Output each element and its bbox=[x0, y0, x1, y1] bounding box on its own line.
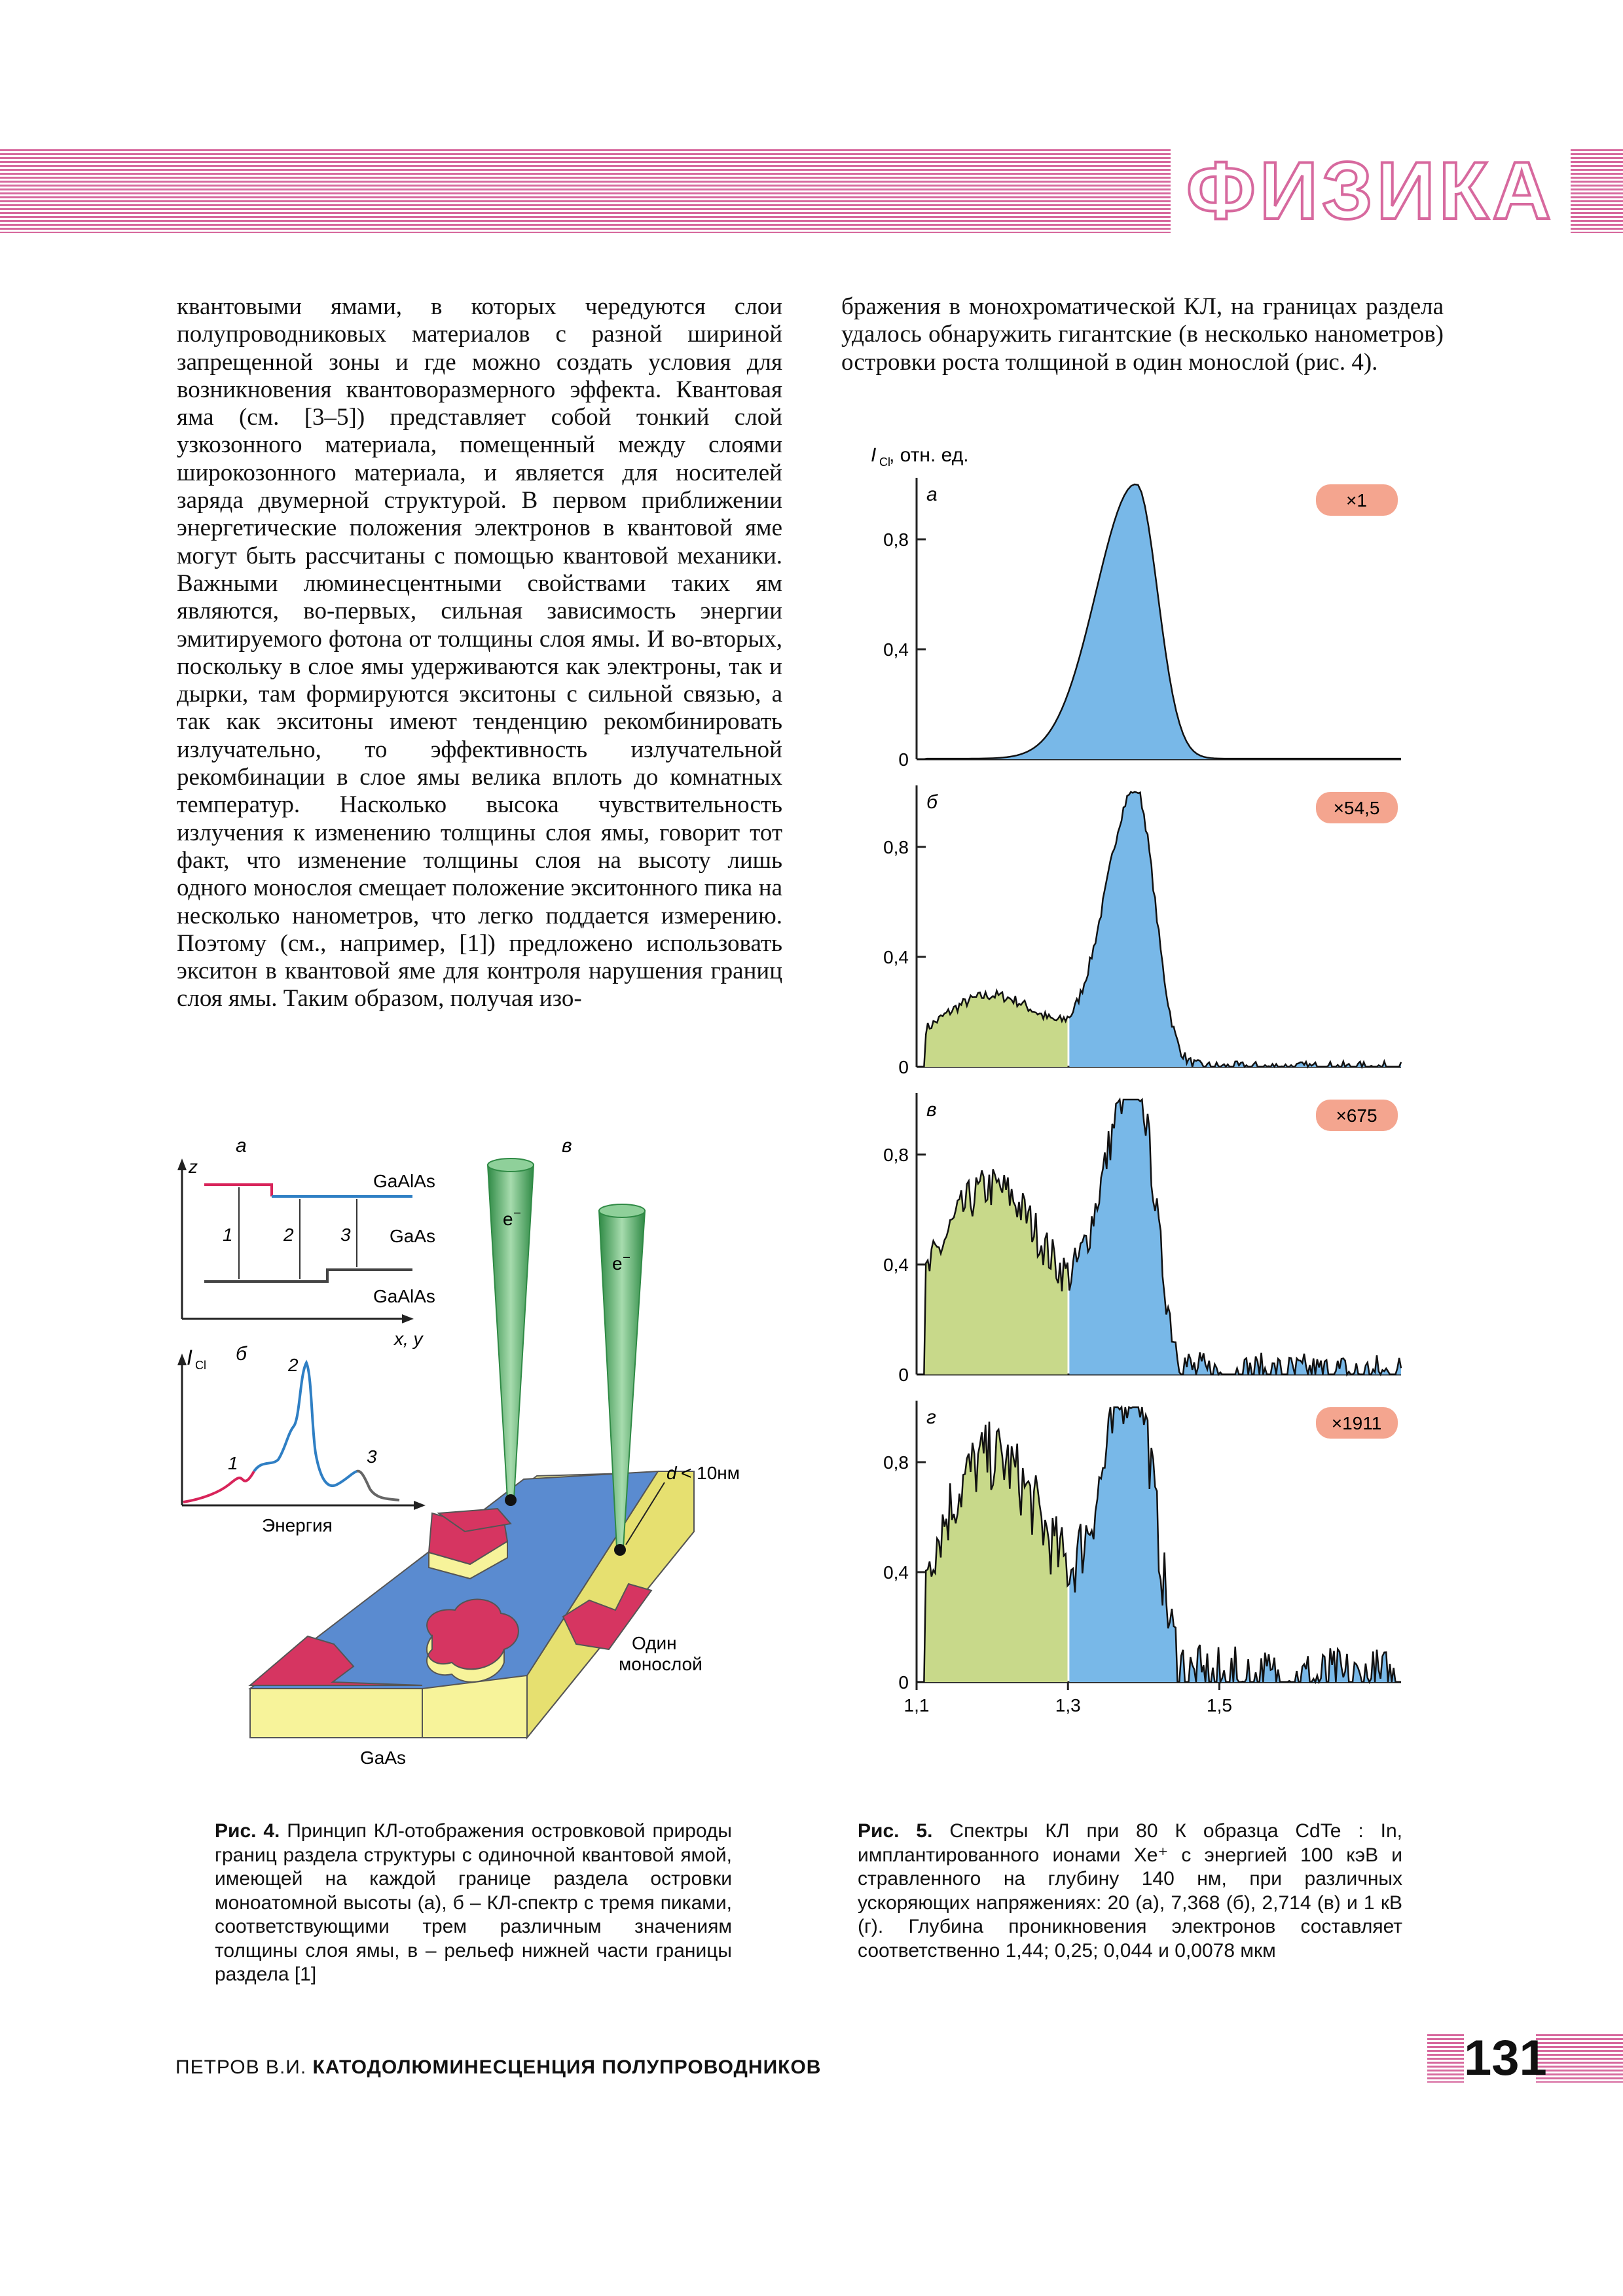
panel-label: г bbox=[926, 1407, 936, 1428]
figure-5-caption bbox=[858, 1820, 1402, 1963]
panel-label: а bbox=[926, 484, 938, 505]
figure-4 bbox=[157, 1113, 786, 1800]
axis-xy-label: x, y bbox=[394, 1329, 423, 1349]
peak-3-label: 3 bbox=[367, 1446, 377, 1467]
beam-1-sup: – bbox=[514, 1206, 521, 1219]
spectrum-red bbox=[183, 1471, 254, 1502]
y-tick-label: 0 bbox=[898, 749, 909, 770]
y-tick-label: 0,4 bbox=[883, 947, 909, 967]
beam-1-top bbox=[488, 1158, 534, 1172]
running-footer bbox=[175, 2056, 821, 2079]
xy-axis-arrow bbox=[402, 1314, 414, 1323]
caption-label: Рис. 5. bbox=[858, 1820, 933, 1842]
chart-ylabel-rest: , отн. ед. bbox=[889, 444, 969, 466]
page-number: 131 bbox=[1464, 2029, 1536, 2088]
well-2-label: 2 bbox=[283, 1225, 294, 1245]
spectrum-grey bbox=[357, 1471, 399, 1500]
d-value: < 10нм bbox=[681, 1463, 740, 1483]
energy-label: Энергия bbox=[262, 1515, 333, 1535]
y-tick-label: 0,4 bbox=[883, 1255, 909, 1275]
chart-ylabel-i: I bbox=[871, 444, 877, 466]
series-blue-area bbox=[1069, 792, 1401, 1067]
beam-2-top bbox=[599, 1204, 645, 1217]
figure-4-caption bbox=[215, 1820, 732, 1987]
well-3-label: 3 bbox=[340, 1225, 351, 1245]
panel-label: в bbox=[926, 1099, 937, 1121]
beam-2-spot bbox=[614, 1544, 626, 1556]
caption-text: Спектры КЛ при 80 К образца CdTe : In, имплантированного ионами Xe⁺ с энергией 100 кэВ и стравленного на глубину 140 нм, при различных ускоряющих напряжениях: 20 (а), 7,368 (б), 2,714 (в) и 1 кВ (г). Глубина проникновения электронов составляет соответственно 1,44; 0,25; 0,044 и 0,0078 мкм bbox=[858, 1820, 1402, 1962]
top-profile-red bbox=[204, 1185, 272, 1196]
right-column bbox=[841, 293, 1444, 376]
y-tick-label: 0 bbox=[898, 1057, 909, 1077]
series-green-area bbox=[917, 991, 1068, 1067]
series-green-area bbox=[917, 1422, 1068, 1682]
figure-5 bbox=[845, 432, 1421, 1780]
layer-top-label: GaAlAs bbox=[373, 1171, 435, 1191]
footer-title: КАТОДОЛЮМИНЕСЦЕНЦИЯ ПОЛУПРОВОДНИКОВ bbox=[312, 2056, 822, 2078]
footer-author: ПЕТРОВ В.И. bbox=[175, 2056, 307, 2078]
beam-2-sup: – bbox=[623, 1250, 630, 1263]
body-paragraph: квантовыми ямами, в которых чередуются слои полупроводниковых материалов с разной шириной запрещенной зоны и где можно создать условия для возникновения квантоворазмерного эффекта. Квантовая яма (см. [3–5]) представляет собой тонкий слой узкозонного материала, помещенный между слоями широкозонного материала, и является для носителей заряда двумерной структурой. В первом приближении энергетические положения электронов в квантовой яме могут быть рассчитаны с помощью квантовой механики. Важными люминесцентными свойствами таких ям являются, во-первых, сильная зависимость энергии эмитируемого фотона от толщины слоя ямы. И во-вторых, поскольку в слое ямы удерживаются как электроны, так и дырки, там формируются экситоны с сильной связью, а так как экситоны имеют тенденцию рекомбинировать излучательно, то эффективность излучательной рекомбинации в слое ямы велика вплоть до комнатных температур. Насколько высока чувствительность излучения к изменению толщины слоя ямы, говорит тот факт, что изменение толщины слоя на высоту лишь одного монослоя смещает положение экситонного пика на несколько нанометров, что легко поддается измерению. Поэтому (см., например, [1]) предложено использовать экситон в квантовой яме для контроля нарушения границ слоя ямы. Таким образом, получая изо- bbox=[177, 293, 782, 1013]
substrate-front bbox=[250, 1689, 422, 1738]
series-blue-area bbox=[917, 484, 1401, 759]
z-axis-arrow bbox=[177, 1158, 187, 1170]
ylabel-sub: Cl bbox=[195, 1359, 206, 1372]
axis-z-label: z bbox=[189, 1157, 198, 1177]
chart-ylabel-sub: Cl bbox=[879, 456, 890, 469]
d-label: d bbox=[666, 1463, 677, 1483]
y-tick-label: 0,4 bbox=[883, 1562, 909, 1583]
x-tick-label: 1,3 bbox=[1055, 1695, 1081, 1715]
monolayer-line-2: монослой bbox=[619, 1654, 702, 1674]
series-blue-area bbox=[1069, 1407, 1401, 1682]
y-tick-label: 0 bbox=[898, 1672, 909, 1693]
peak-1-label: 1 bbox=[228, 1453, 238, 1473]
multiplier-label: ×675 bbox=[1336, 1105, 1377, 1126]
x-tick-label: 1,1 bbox=[903, 1695, 930, 1715]
panel-b-label: б bbox=[236, 1343, 247, 1365]
beam-1-spot bbox=[505, 1494, 517, 1506]
well-1-label: 1 bbox=[223, 1225, 233, 1245]
spectrum-y-arrow bbox=[177, 1354, 187, 1365]
multiplier-label: ×1911 bbox=[1331, 1413, 1382, 1433]
beam-2-label: e bbox=[612, 1253, 623, 1274]
y-tick-label: 0,4 bbox=[883, 639, 909, 660]
caption-label: Рис. 4. bbox=[215, 1820, 280, 1842]
section-title: ФИЗИКА bbox=[1171, 147, 1571, 236]
series-blue-area bbox=[1069, 1100, 1401, 1374]
y-tick-label: 0,8 bbox=[883, 1145, 909, 1165]
caption-text: Принцип КЛ-отображения островковой природы границ раздела структуры с одиночной квантовой ямой, имеющей на каждой границе раздела островки моноатомной высоты (а), б – КЛ-спектр с тремя пиками, соответствующими трем различным значениям толщины слоя ямы, в – рельеф нижней части границы раздела [1] bbox=[215, 1820, 732, 1985]
multiplier-label: ×54,5 bbox=[1333, 798, 1380, 818]
monolayer-line-1: Один bbox=[632, 1633, 677, 1653]
layer-bottom-label: GaAlAs bbox=[373, 1286, 435, 1306]
substrate-label: GaAs bbox=[360, 1748, 407, 1768]
x-tick-label: 1,5 bbox=[1207, 1695, 1232, 1715]
spectrum-blue bbox=[254, 1363, 357, 1486]
panel-a-label: а bbox=[236, 1135, 247, 1157]
bottom-profile bbox=[204, 1270, 412, 1282]
layer-mid-label: GaAs bbox=[390, 1226, 436, 1246]
beam-1-label: e bbox=[503, 1209, 513, 1229]
chart-panels bbox=[883, 478, 1401, 1715]
body-paragraph: бражения в монохроматической КЛ, на границах раздела удалось обнаружить гигантские (в несколько нанометров) островки роста толщиной в один монослой (рис. 4). bbox=[841, 293, 1444, 376]
multiplier-label: ×1 bbox=[1346, 490, 1367, 511]
ylabel-i: I bbox=[187, 1346, 192, 1369]
spectrum-x-arrow bbox=[414, 1501, 426, 1510]
left-column bbox=[177, 293, 782, 1013]
peak-2-label: 2 bbox=[288, 1355, 299, 1375]
y-tick-label: 0,8 bbox=[883, 1452, 909, 1473]
y-tick-label: 0,8 bbox=[883, 529, 909, 550]
y-tick-label: 0,8 bbox=[883, 837, 909, 857]
panel-label: б bbox=[926, 791, 938, 813]
panel-v-label: в bbox=[562, 1135, 572, 1157]
y-tick-label: 0 bbox=[898, 1365, 909, 1385]
